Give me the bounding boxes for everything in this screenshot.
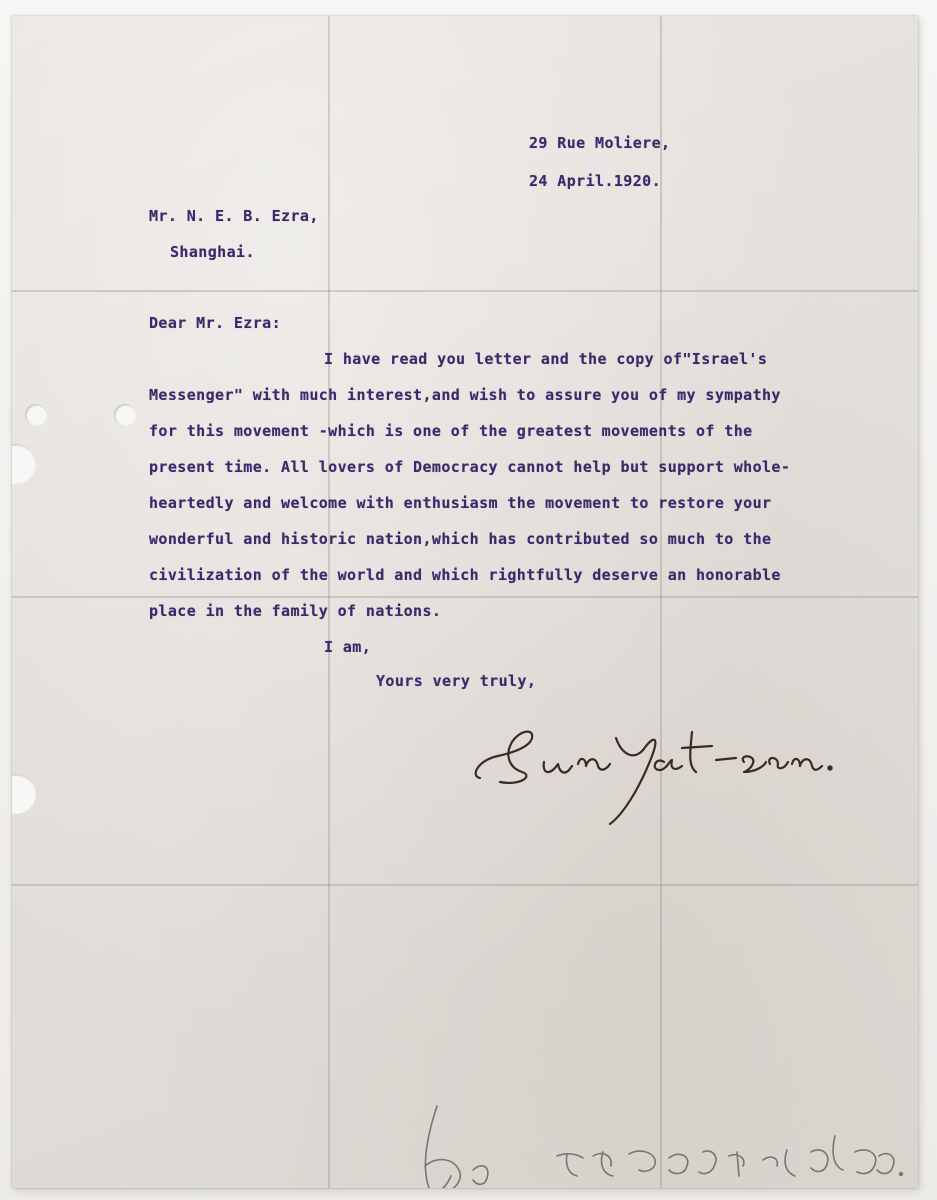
body-line: heartedly and welcome with enthusiasm the movement to restore your [149,494,772,512]
salutation: Dear Mr. Ezra: [149,314,282,332]
body-line: civilization of the world and which rightfully deserve an honorable [149,566,781,584]
sender-address: 29 Rue Moliere, [529,134,671,152]
punch-hole [25,404,47,426]
letter-date: 24 April.1920. [529,172,662,190]
punch-hole [12,444,36,484]
body-line: for this movement -which is one of the greatest movements of the [149,422,753,440]
fold-line [12,290,918,292]
fold-line [12,596,918,598]
recipient-city: Shanghai. [170,243,255,261]
letter-paper [12,16,918,1188]
body-line: Messenger" with much interest,and wish to assure you of my sympathy [149,386,781,404]
closing-line: I am, [324,638,372,656]
recipient-name: Mr. N. E. B. Ezra, [149,207,319,225]
body-line: place in the family of nations. [149,602,442,620]
pencil-annotation [407,1096,918,1188]
body-line: wonderful and historic nation,which has contributed so much to the [149,530,772,548]
body-line: present time. All lovers of Democracy cannot help but support whole- [149,458,791,476]
handwritten-signature [460,716,840,836]
fold-line [12,884,918,886]
closing-line: Yours very truly, [376,672,537,690]
body-line: I have read you letter and the copy of"Israel's [324,350,768,368]
fold-line [660,16,662,1188]
punch-hole [114,404,136,426]
punch-hole [12,774,36,814]
